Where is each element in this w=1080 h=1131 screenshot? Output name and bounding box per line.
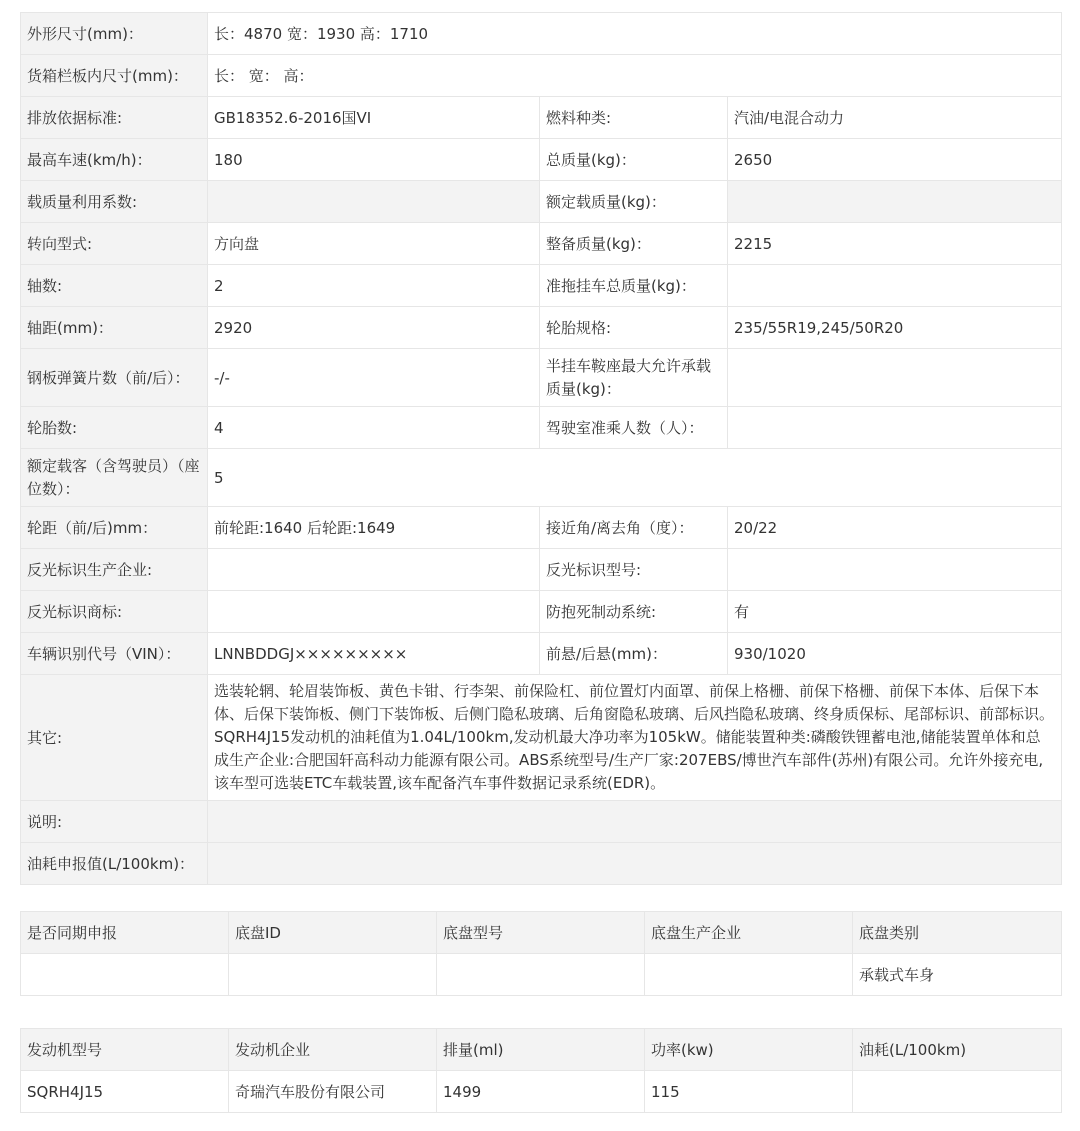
vehicle-spec-table <box>20 12 1062 885</box>
table-cell: 承载式车身 <box>853 954 1062 996</box>
axle-count-value: 2 <box>208 265 540 307</box>
table-row <box>21 843 1062 885</box>
cargo-box-value: 长： 宽： 高： <box>208 55 1062 97</box>
cargo-box-label: 货箱栏板内尺寸(mm)： <box>21 55 208 97</box>
table-cell <box>229 954 437 996</box>
table-row <box>21 265 1062 307</box>
table-row <box>21 181 1062 223</box>
trailer-mass-label: 准拖挂车总质量(kg)： <box>540 265 728 307</box>
curb-mass-label: 整备质量(kg)： <box>540 223 728 265</box>
tire-count-label: 轮胎数: <box>21 407 208 449</box>
emission-standard-label: 排放依据标准: <box>21 97 208 139</box>
table-row <box>21 591 1062 633</box>
abs-label: 防抱死制动系统: <box>540 591 728 633</box>
reflector-brand-value <box>208 591 540 633</box>
tire-spec-label: 轮胎规格: <box>540 307 728 349</box>
table-row <box>21 55 1062 97</box>
chassis-table <box>20 911 1062 996</box>
other-value: 选装轮辋、轮眉装饰板、黄色卡钳、行李架、前保险杠、前位置灯内面罩、前保上格栅、前保下格栅、前保下本体、后保下本体、后保下装饰板、侧门下装饰板、后侧门隐私玻璃、后角窗隐私玻璃、后风挡隐私玻璃、终身质保标、尾部标识、前部标识。SQRH4J15发动机的油耗值为1.04L/100km,发动机最大净功率为105kW。储能装置种类:磷酸铁锂蓄电池,储能装置单体和总成生产企业:合肥国轩高科动力能源有限公司。ABS系统型号/生产厂家:207EBS/博世汽车部件(苏州)有限公司。允许外接充电,该车型可选装ETC车载装置,该车配备汽车事件数据记录系统(EDR)。 <box>208 675 1062 801</box>
table-row <box>21 633 1062 675</box>
table-row <box>21 1071 1062 1113</box>
table-header-row <box>21 912 1062 954</box>
approach-angle-value: 20/22 <box>728 507 1062 549</box>
rated-passengers-value: 5 <box>208 449 1062 507</box>
dimensions-value: 长：4870 宽：1930 高：1710 <box>208 13 1062 55</box>
axle-count-label: 轴数: <box>21 265 208 307</box>
table-cell: 1499 <box>437 1071 645 1113</box>
wheelbase-value: 2920 <box>208 307 540 349</box>
vehicle-spec-table-container <box>20 12 1061 885</box>
wheelbase-label: 轴距(mm)： <box>21 307 208 349</box>
track-width-value: 前轮距:1640 后轮距:1649 <box>208 507 540 549</box>
dimensions-label: 外形尺寸(mm)： <box>21 13 208 55</box>
table-cell <box>21 954 229 996</box>
total-mass-label: 总质量(kg)： <box>540 139 728 181</box>
column-header: 底盘生产企业 <box>645 912 853 954</box>
table-row <box>21 223 1062 265</box>
table-row <box>21 407 1062 449</box>
emission-standard-value: GB18352.6-2016国VI <box>208 97 540 139</box>
column-header: 底盘类别 <box>853 912 1062 954</box>
overhang-label: 前悬/后悬(mm)： <box>540 633 728 675</box>
table-row <box>21 549 1062 591</box>
abs-value: 有 <box>728 591 1062 633</box>
rated-passengers-label: 额定载客（含驾驶员）（座位数）： <box>21 449 208 507</box>
table-row <box>21 449 1062 507</box>
curb-mass-value: 2215 <box>728 223 1062 265</box>
max-speed-value: 180 <box>208 139 540 181</box>
load-coefficient-value <box>208 181 540 223</box>
table-header-row <box>21 1029 1062 1071</box>
trailer-mass-value <box>728 265 1062 307</box>
engine-table-container <box>20 1028 1061 1113</box>
table-cell: 115 <box>645 1071 853 1113</box>
table-row <box>21 507 1062 549</box>
reflector-brand-label: 反光标识商标: <box>21 591 208 633</box>
max-speed-label: 最高车速(km/h)： <box>21 139 208 181</box>
table-cell: 奇瑞汽车股份有限公司 <box>229 1071 437 1113</box>
steering-type-label: 转向型式: <box>21 223 208 265</box>
table-row <box>21 307 1062 349</box>
fuel-declared-label: 油耗申报值(L/100km)： <box>21 843 208 885</box>
table-row <box>21 801 1062 843</box>
table-row <box>21 139 1062 181</box>
note-label: 说明: <box>21 801 208 843</box>
vin-label: 车辆识别代号（VIN）： <box>21 633 208 675</box>
reflector-model-label: 反光标识型号: <box>540 549 728 591</box>
chassis-table-container <box>20 911 1061 996</box>
reflector-maker-label: 反光标识生产企业: <box>21 549 208 591</box>
column-header: 底盘ID <box>229 912 437 954</box>
saddle-load-label: 半挂车鞍座最大允许承载质量(kg)： <box>540 349 728 407</box>
table-cell <box>437 954 645 996</box>
table-row <box>21 97 1062 139</box>
column-header: 发动机企业 <box>229 1029 437 1071</box>
overhang-value: 930/1020 <box>728 633 1062 675</box>
engine-table <box>20 1028 1062 1113</box>
total-mass-value: 2650 <box>728 139 1062 181</box>
reflector-model-value <box>728 549 1062 591</box>
leaf-spring-value: -/- <box>208 349 540 407</box>
table-row <box>21 675 1062 801</box>
column-header: 功率(kw) <box>645 1029 853 1071</box>
reflector-maker-value <box>208 549 540 591</box>
table-cell: SQRH4J15 <box>21 1071 229 1113</box>
approach-angle-label: 接近角/离去角（度）： <box>540 507 728 549</box>
leaf-spring-label: 钢板弹簧片数（前/后）： <box>21 349 208 407</box>
tire-count-value: 4 <box>208 407 540 449</box>
table-row <box>21 954 1062 996</box>
cab-seats-label: 驾驶室准乘人数（人）： <box>540 407 728 449</box>
fuel-type-value: 汽油/电混合动力 <box>728 97 1062 139</box>
rated-load-label: 额定载质量(kg)： <box>540 181 728 223</box>
saddle-load-value <box>728 349 1062 407</box>
vin-value: LNNBDDGJ××××××××× <box>208 633 540 675</box>
table-row <box>21 349 1062 407</box>
fuel-declared-value <box>208 843 1062 885</box>
table-row <box>21 13 1062 55</box>
column-header: 底盘型号 <box>437 912 645 954</box>
table-cell <box>853 1071 1062 1113</box>
note-value <box>208 801 1062 843</box>
column-header: 是否同期申报 <box>21 912 229 954</box>
table-cell <box>645 954 853 996</box>
fuel-type-label: 燃料种类: <box>540 97 728 139</box>
tire-spec-value: 235/55R19,245/50R20 <box>728 307 1062 349</box>
rated-load-value <box>728 181 1062 223</box>
column-header: 排量(ml) <box>437 1029 645 1071</box>
load-coefficient-label: 载质量利用系数: <box>21 181 208 223</box>
column-header: 发动机型号 <box>21 1029 229 1071</box>
cab-seats-value <box>728 407 1062 449</box>
other-label: 其它: <box>21 675 208 801</box>
track-width-label: 轮距（前/后)mm： <box>21 507 208 549</box>
steering-type-value: 方向盘 <box>208 223 540 265</box>
column-header: 油耗(L/100km) <box>853 1029 1062 1071</box>
